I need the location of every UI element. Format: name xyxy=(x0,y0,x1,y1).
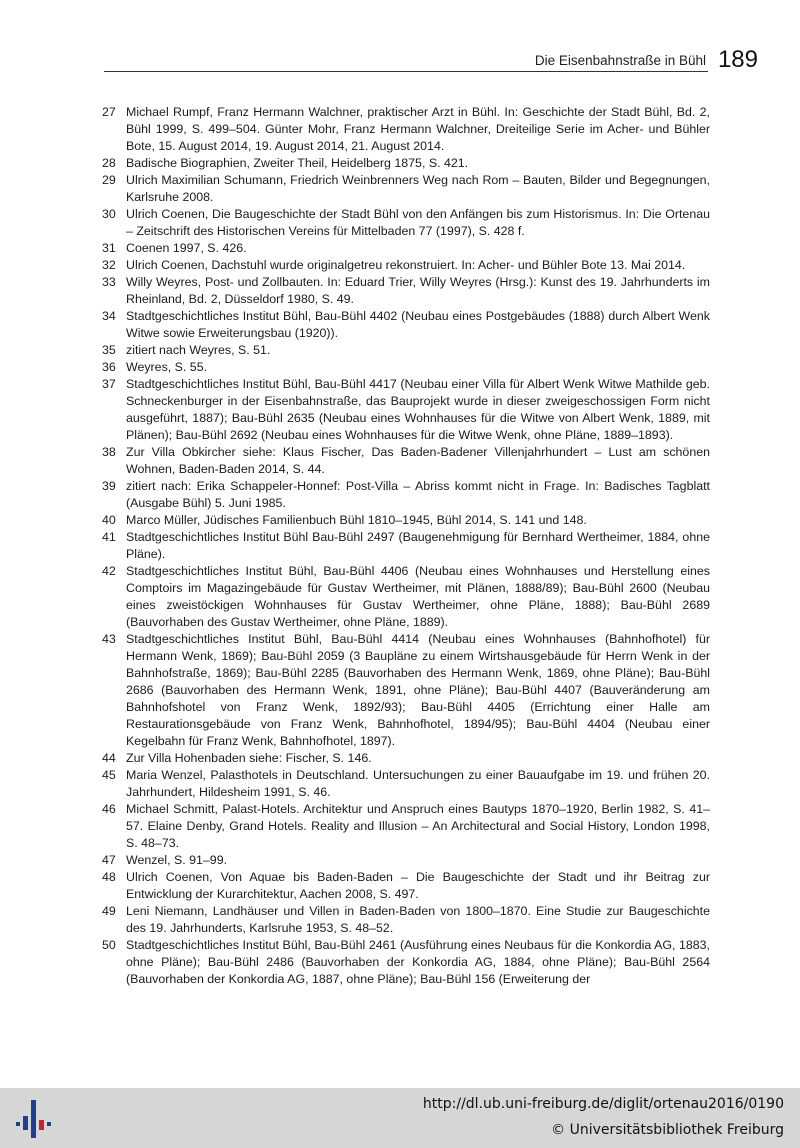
page-header xyxy=(104,46,758,76)
viewer-footer xyxy=(0,1088,800,1148)
endnote-item xyxy=(102,801,710,852)
endnote-item xyxy=(102,240,710,257)
endnote-number: 41 xyxy=(102,530,116,544)
endnote-text: Weyres, S. 55. xyxy=(126,360,208,374)
endnote-text: Ulrich Coenen, Dachstuhl wurde originalgetreu rekonstruiert. In: Acher- und Bühler Bote 13. Mai 2014. xyxy=(126,258,686,272)
endnote-number: 32 xyxy=(102,258,116,272)
source-url-link[interactable] xyxy=(423,1096,784,1112)
endnote-item xyxy=(102,172,710,206)
endnote-item xyxy=(102,257,710,274)
endnote-item xyxy=(102,308,710,342)
endnote-item xyxy=(102,852,710,869)
running-title: Die Eisenbahnstraße in Bühl xyxy=(534,53,706,68)
endnote-number: 34 xyxy=(102,309,116,323)
endnote-number: 47 xyxy=(102,853,116,867)
endnote-text: zitiert nach Weyres, S. 51. xyxy=(126,343,271,357)
endnote-text: Badische Biographien, Zweiter Theil, Heidelberg 1875, S. 421. xyxy=(126,156,469,170)
endnote-text: Stadtgeschichtliches Institut Bühl, Bau-Bühl 4417 (Neubau einer Villa für Albert Wenk Witwe Mathilde geb. Schneckenburger in der Eisenbahnstraße, das Bauprojekt wurde in dieser zweigeschossigen Form nicht ausgeführt, 1887); Bau-Bühl 2635 (Neubau eines Wohnhauses für die Witwe von Albert Wenk, 1889, mit Plänen); Bau-Bühl 2692 (Neubau eines Wohnhauses für die Witwe Wenk, ohne Pläne, 1889–1893). xyxy=(126,377,710,442)
endnote-number: 42 xyxy=(102,564,116,578)
endnote-text: Zur Villa Hohenbaden siehe: Fischer, S. 146. xyxy=(126,751,372,765)
endnote-item xyxy=(102,529,710,563)
endnote-number: 30 xyxy=(102,207,116,221)
endnote-item xyxy=(102,342,710,359)
endnote-text: Michael Rumpf, Franz Hermann Walchner, praktischer Arzt in Bühl. In: Geschichte der Stadt Bühl, Bd. 2, Bühl 1999, S. 499–504. Günter Mohr, Franz Hermann Walchner, Dreiteilige Serie im Acher- und Bühler Bote, 15. August 2014, 19. August 2014, 21. August 2014. xyxy=(126,105,710,153)
endnote-item xyxy=(102,155,710,172)
endnote-number: 40 xyxy=(102,513,116,527)
endnote-number: 33 xyxy=(102,275,116,289)
endnote-text: Stadtgeschichtliches Institut Bühl, Bau-Bühl 4406 (Neubau eines Wohnhauses und Herstellung eines Comptoirs im Magazingebäude für Gustav Wertheimer, mit Plänen, 1888/89); Bau-Bühl 2600 (Neubau eines zweistöckigen Wohnhauses für Gustav Wertheimer, ohne Pläne, 1888); Bau-Bühl 2689 (Bauvorhaben des Gustav Wertheimer, ohne Pläne, 1889). xyxy=(126,564,710,629)
endnote-number: 27 xyxy=(102,105,116,119)
copyright-notice: © Universitätsbibliothek Freiburg xyxy=(551,1122,784,1138)
endnote-number: 49 xyxy=(102,904,116,918)
endnote-text: Stadtgeschichtliches Institut Bühl, Bau-Bühl 4414 (Neubau eines Wohnhauses (Bahnhofhotel) für Hermann Wenk, 1869); Bau-Bühl 2059 (3 Baupläne zu einem Wirtshausgebäude für Herrn Wenk in der Bahnhofstraße, 1869); Bau-Bühl 2285 (Bauvorhaben des Hermann Wenk, 1869, ohne Pläne); Bau-Bühl 2686 (Bauvorhaben des Hermann Wenk, 1891, ohne Pläne); Bau-Bühl 4407 (Bauveränderung am Bahnhofshotel von Franz Wenk, 1892/93); Bau-Bühl 4405 (Errichtung einer Halle am Restaurationsgebäude von Franz Wenk, Bahnhofhotel, 1894/95); Bau-Bühl 4404 (Neubau einer Kegelbahn für Franz Wenk, Bahnhofhotel, 1897). xyxy=(126,632,710,748)
endnote-item xyxy=(102,206,710,240)
endnote-text: Willy Weyres, Post- und Zollbauten. In: Eduard Trier, Willy Weyres (Hrsg.): Kunst des 19. Jahrhunderts im Rheinland, Bd. 2, Düsseldorf 1980, S. 49. xyxy=(126,275,710,306)
endnote-number: 48 xyxy=(102,870,116,884)
endnote-item xyxy=(102,376,710,444)
header-rule xyxy=(104,71,708,72)
endnote-text: Coenen 1997, S. 426. xyxy=(126,241,247,255)
endnote-item xyxy=(102,767,710,801)
endnote-number: 45 xyxy=(102,768,116,782)
endnote-item xyxy=(102,750,710,767)
endnote-number: 37 xyxy=(102,377,116,391)
page-number: 189 xyxy=(717,46,758,73)
endnote-item xyxy=(102,478,710,512)
endnote-number: 29 xyxy=(102,173,116,187)
endnote-text: Maria Wenzel, Palasthotels in Deutschland. Untersuchungen zu einer Bauaufgabe im 19. und frühen 20. Jahrhundert, Hildesheim 1991, S. 46. xyxy=(126,768,710,799)
endnote-item xyxy=(102,359,710,376)
endnote-number: 36 xyxy=(102,360,116,374)
endnote-number: 50 xyxy=(102,938,116,952)
endnote-text: Stadtgeschichtliches Institut Bühl, Bau-Bühl 2461 (Ausführung eines Neubaus für die Konkordia AG, 1883, ohne Pläne); Bau-Bühl 2486 (Bauvorhaben der Konkordia AG, 1884, ohne Pläne); Bau-Bühl 2564 (Bauvorhaben der Konkordia AG, 1887, ohne Pläne); Bau-Bühl 156 (Erweiterung der xyxy=(126,938,710,986)
endnote-text: Marco Müller, Jüdisches Familienbuch Bühl 1810–1945, Bühl 2014, S. 141 und 148. xyxy=(126,513,587,527)
endnote-text: Michael Schmitt, Palast-Hotels. Architektur und Anspruch eines Bautyps 1870–1920, Berlin 1982, S. 41–57. Elaine Denby, Grand Hotels. Reality and Illusion – An Architectural and Social History, London 1998, S. 48–73. xyxy=(126,802,710,850)
endnote-item xyxy=(102,631,710,750)
endnote-number: 46 xyxy=(102,802,116,816)
endnote-number: 31 xyxy=(102,241,116,255)
endnote-text: Ulrich Coenen, Von Aquae bis Baden-Baden – Die Baugeschichte der Stadt und ihr Beitrag zur Entwicklung der Kurarchitektur, Aachen 2008, S. 497. xyxy=(126,870,710,901)
endnote-item xyxy=(102,869,710,903)
endnote-item xyxy=(102,903,710,937)
endnote-text: Ulrich Maximilian Schumann, Friedrich Weinbrenners Weg nach Rom – Bauten, Bilder und Begegnungen, Karlsruhe 2008. xyxy=(126,173,710,204)
endnote-text: Stadtgeschichtliches Institut Bühl, Bau-Bühl 4402 (Neubau eines Postgebäudes (1888) durch Albert Wenk Witwe sowie Erweiterungsbau (1920)). xyxy=(126,309,710,340)
endnote-number: 38 xyxy=(102,445,116,459)
endnote-text: Ulrich Coenen, Die Baugeschichte der Stadt Bühl von den Anfängen bis zum Historismus. In: Die Ortenau – Zeitschrift des Historischen Vereins für Mittelbaden 77 (1997), S. 428 f. xyxy=(126,207,710,238)
endnote-item xyxy=(102,444,710,478)
endnote-text: Wenzel, S. 91–99. xyxy=(126,853,228,867)
endnotes-list xyxy=(102,104,710,988)
endnote-number: 28 xyxy=(102,156,116,170)
endnote-text: Stadtgeschichtliches Institut Bühl Bau-Bühl 2497 (Baugenehmigung für Bernhard Wertheimer, 1884, ohne Pläne). xyxy=(126,530,710,561)
endnote-item xyxy=(102,937,710,988)
endnote-text: zitiert nach: Erika Schappeler-Honnef: Post-Villa – Abriss kommt nicht in Frage. In: Badisches Tagblatt (Ausgabe Bühl) 5. Juni 1985. xyxy=(126,479,710,510)
endnote-number: 44 xyxy=(102,751,116,765)
endnote-item xyxy=(102,104,710,155)
endnote-number: 43 xyxy=(102,632,116,646)
endnote-number: 39 xyxy=(102,479,116,493)
endnote-text: Leni Niemann, Landhäuser und Villen in Baden-Baden von 1800–1870. Eine Studie zur Baugeschichte des 19. Jahrhunderts, Karlsruhe 1953, S. 48–52. xyxy=(126,904,710,935)
ub-freiburg-logo-icon xyxy=(14,1098,54,1140)
source-url[interactable]: http://dl.ub.uni-freiburg.de/diglit/ortenau2016/0190 xyxy=(422,1096,784,1112)
endnote-text: Zur Villa Obkircher siehe: Klaus Fischer, Das Baden-Badener Villenjahrhundert – Lust am schönen Wohnen, Baden-Baden 2014, S. 44. xyxy=(126,445,710,476)
endnote-item xyxy=(102,512,710,529)
endnote-item xyxy=(102,274,710,308)
endnote-number: 35 xyxy=(102,343,116,357)
endnote-item xyxy=(102,563,710,631)
